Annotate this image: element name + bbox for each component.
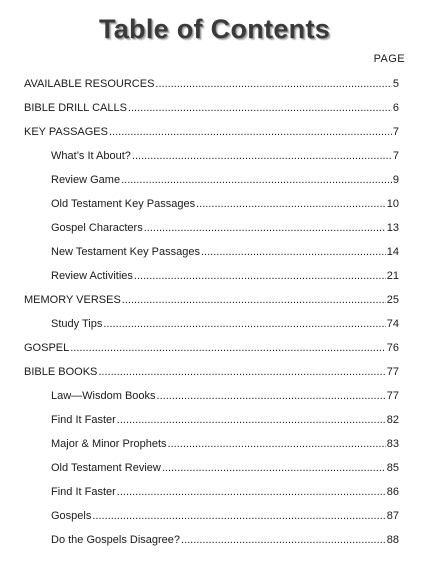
toc-entry-label: Find It Faster — [51, 414, 116, 426]
toc-entry-page-number: 86 — [386, 486, 399, 498]
toc-entry-label: KEY PASSAGES — [24, 126, 108, 138]
dot-leader — [109, 120, 392, 144]
toc-subsection-entry — [24, 168, 399, 192]
toc-entry-label: Old Testament Key Passages — [51, 198, 196, 210]
toc-entry-page-number: 14 — [386, 246, 399, 258]
dot-leader — [117, 408, 386, 432]
dot-leader — [181, 528, 386, 552]
toc-entry-page-number: 7 — [392, 150, 399, 162]
toc-subsection-entry — [24, 216, 399, 240]
toc-entry-page-number: 85 — [386, 462, 399, 474]
toc-subsection-entry — [24, 264, 399, 288]
toc-entry-label: Study Tips — [51, 318, 103, 330]
dot-leader — [168, 432, 386, 456]
dot-leader — [196, 192, 386, 216]
toc-entry-page-number: 7 — [392, 126, 399, 138]
toc-section-entry — [24, 336, 399, 360]
toc-entry-page-number: 82 — [386, 414, 399, 426]
toc-entry-label: Do the Gospels Disagree? — [51, 534, 181, 546]
toc-entry-page-number: 25 — [386, 294, 399, 306]
toc-entry-page-number: 9 — [392, 174, 399, 186]
toc-entry-page-number: 6 — [392, 102, 399, 114]
toc-subsection-entry — [24, 528, 399, 552]
toc-entry-label: Find It Faster — [51, 486, 116, 498]
toc-subsection-entry — [24, 312, 399, 336]
toc-entry-label: BIBLE DRILL CALLS — [24, 102, 127, 114]
page-column-header: PAGE — [373, 53, 405, 65]
toc-entry-label: Gospels — [51, 510, 92, 522]
toc-entry-page-number: 77 — [386, 390, 399, 402]
dot-leader — [98, 360, 385, 384]
toc-subsection-entry — [24, 384, 399, 408]
toc-entry-label: Old Testament Review — [51, 462, 161, 474]
dot-leader — [157, 384, 386, 408]
toc-subsection-entry — [24, 240, 399, 264]
toc-list — [24, 72, 399, 552]
toc-entry-label: What’s It About? — [51, 150, 131, 162]
toc-entry-page-number: 5 — [392, 78, 399, 90]
page-title: Table of Contents — [98, 14, 331, 44]
toc-entry-page-number: 74 — [386, 318, 399, 330]
toc-subsection-entry — [24, 408, 399, 432]
toc-subsection-entry — [24, 432, 399, 456]
dot-leader — [162, 456, 386, 480]
dot-leader — [103, 312, 385, 336]
toc-entry-label: BIBLE BOOKS — [24, 366, 98, 378]
toc-entry-page-number: 87 — [386, 510, 399, 522]
toc-entry-page-number: 10 — [386, 198, 399, 210]
toc-section-entry — [24, 288, 399, 312]
dot-leader — [92, 504, 385, 528]
dot-leader — [128, 96, 392, 120]
toc-section-entry — [24, 96, 399, 120]
toc-entry-label: Review Activities — [51, 270, 133, 282]
toc-entry-page-number: 88 — [386, 534, 399, 546]
dot-leader — [155, 72, 391, 96]
toc-entry-label: Review Game — [51, 174, 121, 186]
toc-entry-label: Gospel Characters — [51, 222, 143, 234]
toc-subsection-entry — [24, 192, 399, 216]
toc-entry-page-number: 13 — [386, 222, 399, 234]
dot-leader — [132, 144, 392, 168]
dot-leader — [117, 480, 386, 504]
toc-entry-label: GOSPEL — [24, 342, 70, 354]
toc-section-entry — [24, 120, 399, 144]
toc-entry-label: Law—Wisdom Books — [51, 390, 156, 402]
toc-entry-page-number: 83 — [386, 438, 399, 450]
dot-leader — [121, 168, 392, 192]
toc-entry-page-number: 77 — [386, 366, 399, 378]
toc-entry-label: Major & Minor Prophets — [51, 438, 167, 450]
dot-leader — [70, 336, 386, 360]
toc-subsection-entry — [24, 504, 399, 528]
toc-section-entry — [24, 360, 399, 384]
toc-subsection-entry — [24, 480, 399, 504]
dot-leader — [144, 216, 386, 240]
toc-subsection-entry — [24, 456, 399, 480]
toc-section-entry — [24, 72, 399, 96]
toc-entry-label: AVAILABLE RESOURCES — [24, 78, 155, 90]
toc-entry-label: New Testament Key Passages — [51, 246, 200, 258]
dot-leader — [201, 240, 386, 264]
toc-subsection-entry — [24, 144, 399, 168]
dot-leader — [134, 264, 386, 288]
toc-entry-page-number: 76 — [386, 342, 399, 354]
toc-entry-page-number: 21 — [386, 270, 399, 282]
toc-entry-label: MEMORY VERSES — [24, 294, 121, 306]
dot-leader — [122, 288, 386, 312]
